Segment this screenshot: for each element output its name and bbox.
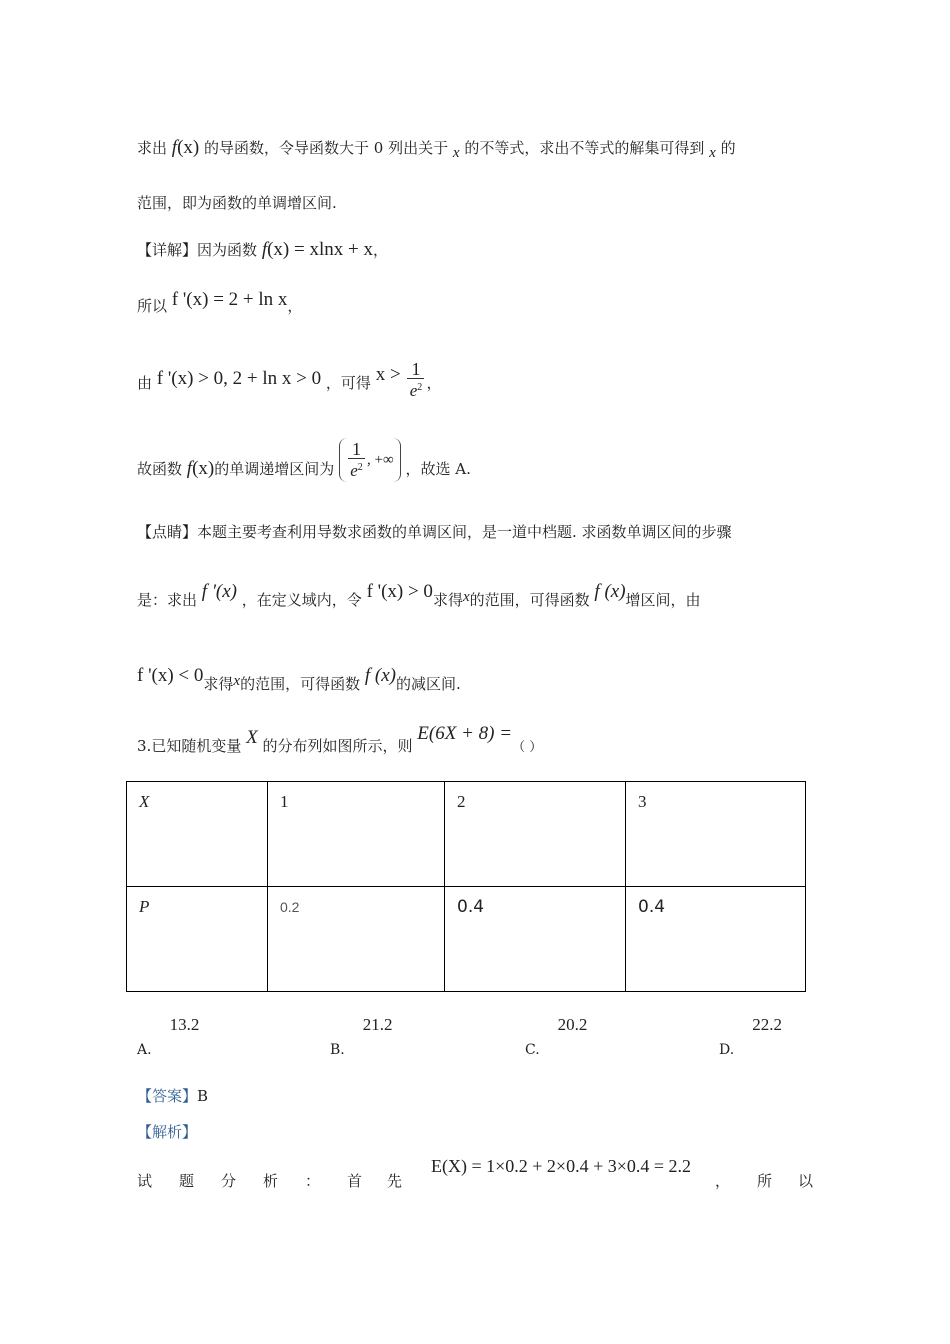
option-value: 21.2 (362, 1015, 393, 1034)
table-cell (626, 782, 806, 887)
denominator: e (350, 461, 358, 480)
x-symbol: x (233, 673, 241, 689)
f-arg: (x) (177, 137, 200, 158)
derivative-line (137, 289, 303, 316)
table-cell (445, 887, 626, 992)
distribution-table (126, 781, 806, 992)
table-cell (268, 782, 445, 887)
exponent: 2 (417, 382, 423, 393)
option-label: D. (719, 1042, 735, 1058)
x-symbol: x (709, 145, 716, 161)
table-cell (127, 782, 268, 887)
option-value: 22.2 (752, 1015, 782, 1034)
option-d[interactable] (719, 1015, 782, 1058)
text: 故函数 (137, 460, 183, 478)
x-gt: x > (375, 364, 401, 385)
text: 由 (137, 374, 153, 392)
text: 的不等式，求出不等式的解集可得到 (464, 139, 705, 157)
char: 首 (347, 1172, 363, 1190)
dianjing-line-2 (137, 581, 701, 611)
numerator: 1 (407, 360, 424, 379)
char: 所 (757, 1172, 773, 1190)
text: 的减区间. (395, 675, 461, 693)
option-a[interactable] (137, 1015, 200, 1058)
fraction (348, 440, 365, 480)
answer-label: 【答案】 (137, 1087, 198, 1105)
f-prime: f '(x) (201, 581, 237, 602)
text: 是：求出 (137, 591, 198, 609)
char: 分 (221, 1172, 237, 1190)
char: 题 (179, 1172, 195, 1190)
text: 的单调递增区间为 (214, 460, 335, 478)
punct: ， (373, 241, 389, 259)
conclusion-line (137, 439, 471, 492)
f-symbol: f (261, 239, 268, 260)
condition-expr: f '(x) > 0 (366, 581, 433, 602)
char: ： (305, 1172, 321, 1190)
x-value: 2 (457, 792, 466, 811)
dianjing-line-1 (137, 522, 732, 542)
dianjing-line-3 (137, 665, 461, 695)
text: 的 (720, 139, 736, 157)
text: 的范围，可得函数 (469, 591, 590, 609)
option-label: C. (525, 1042, 540, 1058)
x-symbol: x (462, 589, 470, 605)
option-value: 13.2 (169, 1015, 200, 1034)
punct: ， (715, 1172, 731, 1190)
inequality-expr: f '(x) > 0, 2 + ln x > 0 (156, 368, 322, 389)
option-value: 20.2 (557, 1015, 588, 1034)
text: ，故选 A. (405, 460, 471, 478)
text: 所以 (137, 297, 168, 315)
f-symbol: f (186, 458, 193, 479)
punct: ， (287, 297, 303, 315)
f-arg: (x) (267, 239, 290, 260)
x-header: X (139, 792, 150, 811)
infinity: , +∞ (367, 452, 394, 468)
p-value: 0.4 (638, 897, 666, 917)
answer-line (137, 1086, 208, 1106)
text: ，可得 (325, 374, 371, 392)
table-cell (445, 782, 626, 887)
question-number: 3. (137, 737, 152, 755)
table-cell (268, 887, 445, 992)
char: 析 (263, 1172, 279, 1190)
x-value: 1 (280, 792, 289, 811)
expectation-calc: E(X) = 1×0.2 + 2×0.4 + 3×0.4 = 2.2 (431, 1156, 692, 1176)
detail-line (137, 240, 388, 260)
f-symbol: f (171, 137, 178, 158)
fraction (407, 360, 424, 400)
expectation-expr: E(6X + 8) = (417, 723, 513, 744)
denominator: e (409, 381, 418, 400)
f-expr: f (x) (364, 665, 396, 686)
analysis-heading (137, 1122, 197, 1142)
text: 求出 (137, 139, 168, 157)
table-cell (626, 887, 806, 992)
text: 的导函数，令导函数大于 0 列出关于 (204, 139, 449, 157)
condition-expr: f '(x) < 0 (137, 665, 204, 686)
char: 试 (137, 1172, 153, 1190)
answer-blank: （ ） (512, 740, 543, 755)
x-symbol: x (452, 145, 460, 161)
p-header: P (139, 897, 150, 916)
numerator: 1 (348, 440, 365, 459)
dianjing-label: 【点睛】 (137, 523, 198, 541)
text: 求得 (432, 591, 463, 609)
text: 的分布列如图所示，则 (262, 737, 413, 755)
option-c[interactable] (525, 1015, 588, 1058)
text: 因为函数 (197, 241, 258, 259)
text: 的范围，可得函数 (240, 675, 361, 693)
intro-line-2: 范围，即为函数的单调增区间. (137, 194, 337, 212)
p-value: 0.4 (457, 897, 485, 917)
x-value: 3 (638, 792, 647, 811)
text: 本题主要考查利用导数求函数的单调区间，是一道中档题. 求函数单调区间的步骤 (197, 523, 732, 541)
table-cell (127, 887, 268, 992)
table-row (127, 782, 806, 887)
f-arg: (x) (192, 458, 215, 479)
derivative-expr: f '(x) = 2 + ln x (171, 289, 288, 310)
p-value: 0.2 (280, 899, 300, 915)
option-label: A. (137, 1042, 152, 1058)
analysis-label: 【解析】 (137, 1123, 198, 1141)
intro-line-1 (137, 138, 736, 159)
char: 先 (387, 1172, 403, 1190)
char: 以 (798, 1172, 814, 1190)
interval (339, 438, 401, 482)
exponent: 2 (357, 462, 363, 473)
option-b[interactable] (330, 1015, 393, 1058)
answer-value: B (197, 1087, 209, 1105)
text: ，在定义域内，令 (241, 591, 362, 609)
function-definition: = xlnx + x (294, 239, 373, 260)
punct: ， (426, 374, 442, 392)
f-expr: f (x) (594, 581, 626, 602)
detail-label: 【详解】 (137, 241, 198, 259)
inequality-line (137, 359, 442, 404)
text: 增区间，由 (625, 591, 701, 609)
table-row (127, 887, 806, 992)
X-symbol: X (246, 727, 258, 748)
question-3 (137, 723, 543, 758)
text: 求得 (203, 675, 234, 693)
option-label: B. (330, 1042, 345, 1058)
text: 已知随机变量 (151, 737, 242, 755)
